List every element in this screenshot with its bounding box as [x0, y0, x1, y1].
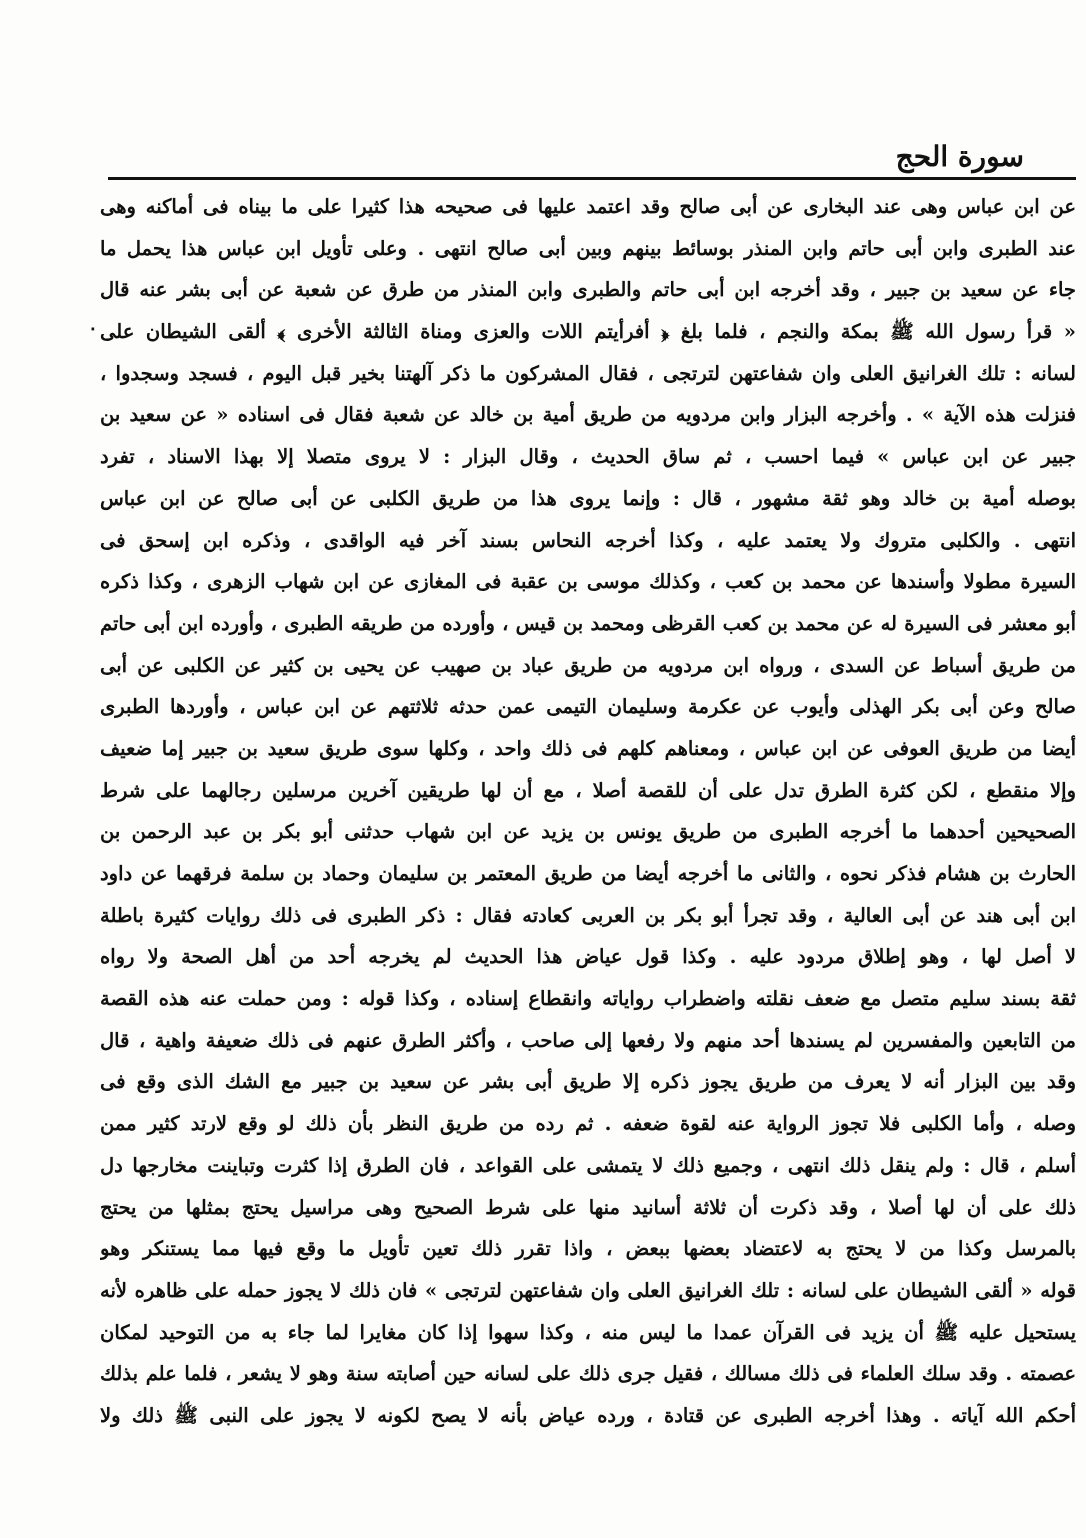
body-text [100, 186, 1076, 1520]
text-line: انتهى . والكلبى متروك ولا يعتمد عليه ، وكذا أخرجه النحاس بسند آخر فيه الواقدى ، وذكره ابن إسحق فى [100, 528, 1076, 552]
text-line: يستحيل عليه ﷺ أن يزيد فى القرآن عمدا ما ليس منه ، وكذا سهوا إذا كان مغايرا لما جاء به من التوحيد لمكان [100, 1320, 1076, 1344]
text-line: وصله ، وأما الكلبى فلا تجوز الرواية عنه لقوة ضعفه . ثم رده من طريق النظر بأن ذلك لو وقع لارتد كثير ممن [100, 1112, 1076, 1136]
text-line: الحارث بن هشام فذكر نحوه ، والثانى ما أخرجه أيضا من طريق المعتمر بن سليمان وحماد بن سلمة فرقهما عن داود [100, 862, 1076, 885]
text-line: أسلم ، قال : ولم ينقل ذلك انتهى ، وجميع ذلك لا يتمشى على القواعد ، فان الطرق إذا كثرت وتباينت مخارجها دل [100, 1153, 1076, 1177]
text-line: صالح وعن أبى بكر الهذلى وأيوب عن عكرمة وسليمان التيمى عمن حدثه ثلاثتهم عن ابن عباس ، وأوردها الطبرى [100, 695, 1076, 719]
text-line: وإلا منقطع ، لكن كثرة الطرق تدل على أن للقصة أصلا ، مع أن لها طريقين آخرين مرسلين رجالهما على شرط [100, 778, 1076, 802]
text-line: أيضا من طريق العوفى عن ابن عباس ، ومعناهم كلهم فى ذلك واحد ، وكلها سوى طريق سعيد بن جبير إما ضعيف [100, 736, 1076, 760]
text-line: عصمته . وقد سلك العلماء فى ذلك مسالك ، فقيل جرى ذلك على لسانه حين أصابته سنة وهو لا يشعر ، فلما علم بذلك [100, 1362, 1076, 1386]
text-line: لا أصل لها ، وهو إطلاق مردود عليه . وكذا قول عياض هذا الحديث لم يخرجه أحد من أهل الصحة ولا رواه [100, 945, 1076, 969]
text-line: أحكم الله آياته . وهذا أخرجه الطبرى عن قتادة ، ورده عياض بأنه لا يصح لكونه لا يجوز على النبى ﷺ ذلك ولا [100, 1403, 1076, 1427]
text-line: وقد بين البزار أنه لا يعرف من طريق يجوز ذكره إلا طريق أبى بشر عن سعيد بن جبير مع الشك الذى وقع فى [100, 1070, 1076, 1094]
text-line: عن ابن عباس وهى عند البخارى عن أبى صالح وقد اعتمد عليها فى صحيحه هذا كثيرا على ما بيناه فى أماكنه وهى [100, 195, 1076, 218]
text-line: بوصله أمية بن خالد وهو ثقة مشهور ، قال : وإنما يروى هذا من طريق الكلبى عن أبى صالح عن ابن عباس [100, 486, 1076, 510]
running-header-title: سورة الحج [895, 140, 1024, 173]
text-line [100, 1478, 1076, 1520]
text-line: فنزلت هذه الآية » . وأخرجه البزار وابن مردويه من طريق أمية بن خالد عن شعبة فقال فى اسناده « عن سعيد بن [100, 403, 1076, 427]
text-line: بالمرسل وكذا من لا يحتج به لاعتضاد بعضها ببعض ، واذا تقرر ذلك تعين تأويل ما وقع فيها مما يستنكر وهو [100, 1237, 1076, 1261]
text-line [100, 1437, 1076, 1479]
text-line: من التابعين والمفسرين لم يسندها أحد منهم ولا رفعها إلى صاحب ، وأكثر الطرق عنهم فى ذلك ضعيفة واهية ، قال [100, 1028, 1076, 1052]
text-line: أبو معشر فى السيرة له عن محمد بن كعب القرظى ومحمد بن قيس ، وأورده من طريقه الطبرى ، وأورده ابن أبى حاتم [100, 611, 1076, 635]
text-line: السيرة مطولا وأسندها عن محمد بن كعب ، وكذلك موسى بن عقبة فى المغازى عن ابن شهاب الزهرى ، وكذا ذكره [100, 570, 1076, 594]
text-line: ثقة بسند سليم متصل مع ضعف نقلته واضطراب رواياته وانقطاع إسناده ، وكذا قوله : ومن حملت عنه هذه القصة [100, 987, 1076, 1011]
text-line: عند الطبرى وابن أبى حاتم وابن المنذر بوسائط بينهم وبين أبى صالح انتهى . وعلى تأويل ابن عباس هذا يحمل ما [100, 236, 1076, 260]
text-line: جاء عن سعيد بن جبير ، وقد أخرجه ابن أبى حاتم والطبرى وابن المنذر من طرق عن شعبة عن أبى بشر عنه قال [100, 278, 1076, 302]
text-line: ابن أبى هند عن أبى العالية ، وقد تجرأ أبو بكر بن العربى كعادته فقال : ذكر الطبرى فى ذلك روايات كثيرة باطلة [100, 903, 1076, 927]
text-line: ذلك على أن لها أصلا ، وقد ذكرت أن ثلاثة أسانيد منها على شرط الصحيح وهى مراسيل يحتج بمثلها من يحتج [100, 1195, 1076, 1219]
header-rule [108, 177, 1076, 180]
text-line: الصحيحين أحدهما ما أخرجه الطبرى من طريق يونس بن يزيد عن ابن شهاب حدثنى أبو بكر بن عبد الرحمن بن [100, 820, 1076, 844]
text-line: جبير عن ابن عباس » فيما احسب ، ثم ساق الحديث ، وقال البزار : لا يروى متصلا إلا بهذا الاسناد ، تفرد [100, 445, 1076, 469]
text-line: من طريق أسباط عن السدى ، ورواه ابن مردويه من طريق عباد بن صهيب عن يحيى بن كثير عن الكلبى عن أبى [100, 653, 1076, 677]
margin-mark: ٠ [88, 318, 98, 339]
text-line: « قرأ رسول الله ﷺ بمكة والنجم ، فلما بلغ ﴿ أفرأيتم اللات والعزى ومناة الثالثة الأخرى ﴾ ألقى الشيطان على [100, 320, 1076, 344]
text-line: لسانه : تلك الغرانيق العلى وان شفاعتهن لترتجى ، فقال المشركون ما ذكر آلهتنا بخير قبل اليوم ، فسجد وسجدوا ، [100, 361, 1076, 385]
text-line: قوله « ألقى الشيطان على لسانه : تلك الغرانيق العلى وان شفاعتهن لترتجى » فان ذلك لا يجوز حمله على ظاهره لأنه [100, 1278, 1076, 1302]
